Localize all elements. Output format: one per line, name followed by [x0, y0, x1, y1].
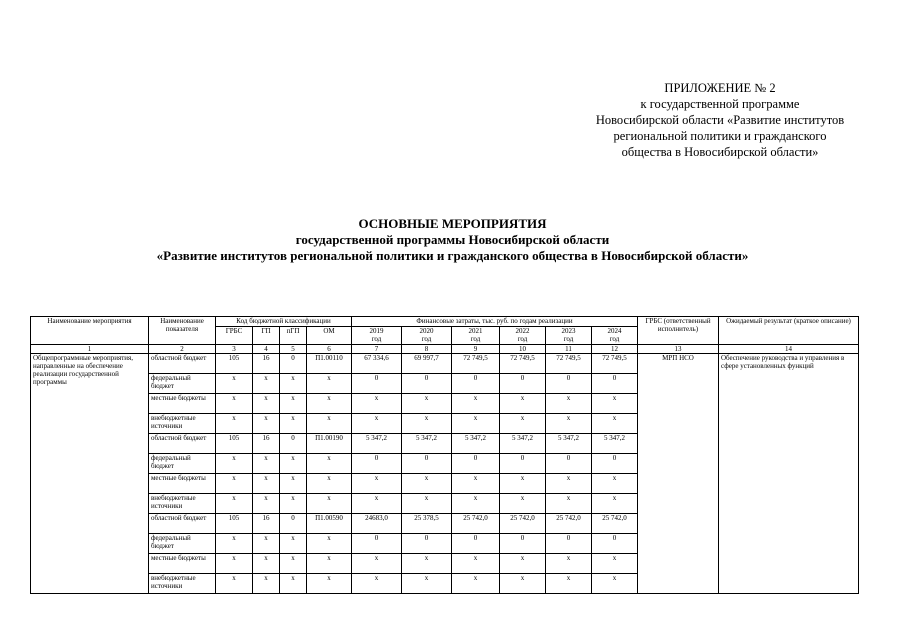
finance-value-cell: 0 [500, 534, 546, 554]
finance-value-cell: 0 [546, 534, 592, 554]
document-subtitle: государственной программы Новосибирской области [295, 232, 610, 247]
budget-code-cell: x [253, 454, 280, 474]
finance-value-cell: x [592, 494, 638, 514]
indicator-cell: местные бюджеты [149, 394, 216, 414]
finance-value-cell: 25 742,0 [500, 514, 546, 534]
finance-value-cell: x [500, 394, 546, 414]
finance-value-cell: x [500, 494, 546, 514]
budget-code-cell: П1.00110 [307, 354, 352, 374]
finance-value-cell: 25 378,5 [402, 514, 452, 534]
budget-code-cell: 105 [216, 514, 253, 534]
budget-code-cell: x [280, 414, 307, 434]
finance-value-cell: x [452, 474, 500, 494]
header-code-om: ОМ [307, 327, 352, 345]
budget-code-cell: x [280, 474, 307, 494]
finance-value-cell: 5 347,2 [352, 434, 402, 454]
events-table [30, 316, 859, 594]
indicator-cell: внебюджетные источники [149, 494, 216, 514]
budget-code-cell: x [253, 394, 280, 414]
header-year: 2024 год [592, 327, 638, 345]
budget-code-cell: x [307, 414, 352, 434]
indicator-cell: местные бюджеты [149, 554, 216, 574]
header-year: 2019 год [352, 327, 402, 345]
finance-value-cell: 72 749,5 [592, 354, 638, 374]
appendix-line: к государственной программе [640, 97, 800, 111]
appendix-title: ПРИЛОЖЕНИЕ № 2 [664, 81, 776, 95]
indicator-cell: внебюджетные источники [149, 574, 216, 594]
column-number: 14 [719, 345, 859, 354]
finance-value-cell: x [546, 414, 592, 434]
finance-value-cell: x [402, 494, 452, 514]
budget-code-cell: x [280, 394, 307, 414]
budget-code-cell: x [280, 534, 307, 554]
indicator-cell: областной бюджет [149, 354, 216, 374]
budget-code-cell: 0 [280, 354, 307, 374]
finance-value-cell: 0 [546, 374, 592, 394]
document-title: ОСНОВНЫЕ МЕРОПРИЯТИЯ [358, 216, 547, 231]
indicator-cell: федеральный бюджет [149, 534, 216, 554]
finance-value-cell: x [452, 494, 500, 514]
appendix-line: Новосибирской области «Развитие институтов [595, 113, 845, 127]
finance-value-cell: x [500, 574, 546, 594]
budget-code-cell: x [216, 574, 253, 594]
finance-value-cell: 5 347,2 [500, 434, 546, 454]
budget-code-cell: 105 [216, 354, 253, 374]
finance-value-cell: x [500, 474, 546, 494]
column-number: 3 [216, 345, 253, 354]
budget-code-cell: 16 [253, 514, 280, 534]
budget-code-cell: x [280, 494, 307, 514]
events-table-wrapper [30, 316, 859, 594]
finance-value-cell: x [452, 414, 500, 434]
finance-value-cell: 0 [592, 374, 638, 394]
column-number: 11 [546, 345, 592, 354]
budget-code-cell: x [216, 534, 253, 554]
table-row [31, 354, 859, 374]
budget-code-cell: x [307, 574, 352, 594]
column-number: 4 [253, 345, 280, 354]
finance-value-cell: 67 334,6 [352, 354, 402, 374]
budget-code-cell: П1.00590 [307, 514, 352, 534]
expected-result-cell: Обеспечение руководства и управления в сфере установленных функций [719, 354, 859, 594]
finance-value-cell: 5 347,2 [546, 434, 592, 454]
header-code-grbs: ГРБС [216, 327, 253, 345]
finance-value-cell: 72 749,5 [546, 354, 592, 374]
budget-code-cell: 16 [253, 434, 280, 454]
column-number: 7 [352, 345, 402, 354]
finance-value-cell: x [352, 474, 402, 494]
budget-code-cell: x [216, 394, 253, 414]
finance-value-cell: x [452, 394, 500, 414]
document-heading [0, 216, 905, 264]
budget-code-cell: x [253, 374, 280, 394]
finance-value-cell: x [592, 474, 638, 494]
finance-value-cell: 0 [546, 454, 592, 474]
column-number: 1 [31, 345, 149, 354]
finance-value-cell: x [352, 414, 402, 434]
header-year: 2021 год [452, 327, 500, 345]
finance-value-cell: 0 [352, 454, 402, 474]
budget-code-cell: x [216, 474, 253, 494]
finance-value-cell: 72 749,5 [500, 354, 546, 374]
finance-value-cell: x [546, 574, 592, 594]
finance-value-cell: 0 [402, 534, 452, 554]
header-finance: Финансовые затраты, тыс. руб. по годам реализации [352, 317, 638, 327]
finance-value-cell: 0 [592, 454, 638, 474]
budget-code-cell: x [307, 554, 352, 574]
budget-code-cell: 105 [216, 434, 253, 454]
finance-value-cell: 25 742,0 [546, 514, 592, 534]
budget-code-cell: x [253, 494, 280, 514]
budget-code-cell: x [216, 374, 253, 394]
finance-value-cell: x [546, 394, 592, 414]
appendix-block [560, 80, 880, 160]
budget-code-cell: x [253, 534, 280, 554]
header-code-pgp: пГП [280, 327, 307, 345]
finance-value-cell: 69 997,7 [402, 354, 452, 374]
finance-value-cell: 24683,0 [352, 514, 402, 534]
finance-value-cell: x [452, 554, 500, 574]
budget-code-cell: x [307, 474, 352, 494]
column-number: 6 [307, 345, 352, 354]
header-year: 2020 год [402, 327, 452, 345]
budget-code-cell: x [280, 374, 307, 394]
header-event-name: Наименование мероприятия [31, 317, 149, 345]
budget-code-cell: x [307, 494, 352, 514]
column-number: 10 [500, 345, 546, 354]
event-name-cell: Общепрограммные мероприятия, направленные на обеспечение реализации государственной программы [31, 354, 149, 594]
header-budget-code: Код бюджетной классификации [216, 317, 352, 327]
finance-value-cell: 72 749,5 [452, 354, 500, 374]
program-name: «Развитие институтов региональной политики и гражданского общества в Новосибирской области» [156, 248, 749, 263]
finance-value-cell: 0 [592, 534, 638, 554]
budget-code-cell: x [253, 574, 280, 594]
header-indicator-name: Наименование показателя [149, 317, 216, 345]
finance-value-cell: x [352, 494, 402, 514]
finance-value-cell: x [592, 394, 638, 414]
budget-code-cell: П1.00190 [307, 434, 352, 454]
column-number: 8 [402, 345, 452, 354]
finance-value-cell: x [592, 574, 638, 594]
header-year: 2022 год [500, 327, 546, 345]
finance-value-cell: 5 347,2 [592, 434, 638, 454]
finance-value-cell: x [592, 554, 638, 574]
budget-code-cell: x [253, 414, 280, 434]
header-year: 2023 год [546, 327, 592, 345]
finance-value-cell: x [352, 554, 402, 574]
finance-value-cell: x [546, 554, 592, 574]
finance-value-cell: 0 [452, 534, 500, 554]
budget-code-cell: x [216, 454, 253, 474]
indicator-cell: федеральный бюджет [149, 374, 216, 394]
finance-value-cell: 5 347,2 [402, 434, 452, 454]
header-grbs: ГРБС (ответственный исполнитель) [638, 317, 719, 345]
finance-value-cell: 0 [500, 374, 546, 394]
budget-code-cell: x [216, 414, 253, 434]
indicator-cell: областной бюджет [149, 514, 216, 534]
finance-value-cell: 0 [452, 374, 500, 394]
column-number: 9 [452, 345, 500, 354]
budget-code-cell: 16 [253, 354, 280, 374]
budget-code-cell: x [307, 374, 352, 394]
finance-value-cell: x [500, 414, 546, 434]
budget-code-cell: x [307, 454, 352, 474]
finance-value-cell: x [402, 574, 452, 594]
finance-value-cell: 5 347,2 [452, 434, 500, 454]
budget-code-cell: x [253, 554, 280, 574]
budget-code-cell: x [307, 394, 352, 414]
column-number: 5 [280, 345, 307, 354]
finance-value-cell: 0 [452, 454, 500, 474]
appendix-line: региональной политики и гражданского [613, 129, 827, 143]
indicator-cell: областной бюджет [149, 434, 216, 454]
budget-code-cell: x [280, 554, 307, 574]
header-code-gp: ГП [253, 327, 280, 345]
finance-value-cell: x [402, 474, 452, 494]
header-row [31, 317, 859, 327]
header-result: Ожидаемый результат (краткое описание) [719, 317, 859, 345]
finance-value-cell: x [402, 394, 452, 414]
finance-value-cell: 25 742,0 [452, 514, 500, 534]
finance-value-cell: x [546, 494, 592, 514]
column-number: 12 [592, 345, 638, 354]
finance-value-cell: x [352, 394, 402, 414]
finance-value-cell: 0 [352, 374, 402, 394]
finance-value-cell: 25 742,0 [592, 514, 638, 534]
budget-code-cell: x [216, 494, 253, 514]
budget-code-cell: x [216, 554, 253, 574]
budget-code-cell: x [307, 534, 352, 554]
finance-value-cell: x [452, 574, 500, 594]
column-number: 2 [149, 345, 216, 354]
indicator-cell: местные бюджеты [149, 474, 216, 494]
budget-code-cell: x [253, 474, 280, 494]
appendix-line: общества в Новосибирской области» [621, 145, 819, 159]
finance-value-cell: x [402, 554, 452, 574]
budget-code-cell: 0 [280, 514, 307, 534]
finance-value-cell: 0 [352, 534, 402, 554]
column-number: 13 [638, 345, 719, 354]
finance-value-cell: x [592, 414, 638, 434]
grbs-cell: МРП НСО [638, 354, 719, 594]
finance-value-cell: x [402, 414, 452, 434]
finance-value-cell: 0 [402, 374, 452, 394]
finance-value-cell: x [500, 554, 546, 574]
finance-value-cell: x [546, 474, 592, 494]
finance-value-cell: x [352, 574, 402, 594]
indicator-cell: федеральный бюджет [149, 454, 216, 474]
finance-value-cell: 0 [500, 454, 546, 474]
finance-value-cell: 0 [402, 454, 452, 474]
budget-code-cell: 0 [280, 434, 307, 454]
budget-code-cell: x [280, 574, 307, 594]
budget-code-cell: x [280, 454, 307, 474]
indicator-cell: внебюджетные источники [149, 414, 216, 434]
column-numbers-row [31, 345, 859, 354]
